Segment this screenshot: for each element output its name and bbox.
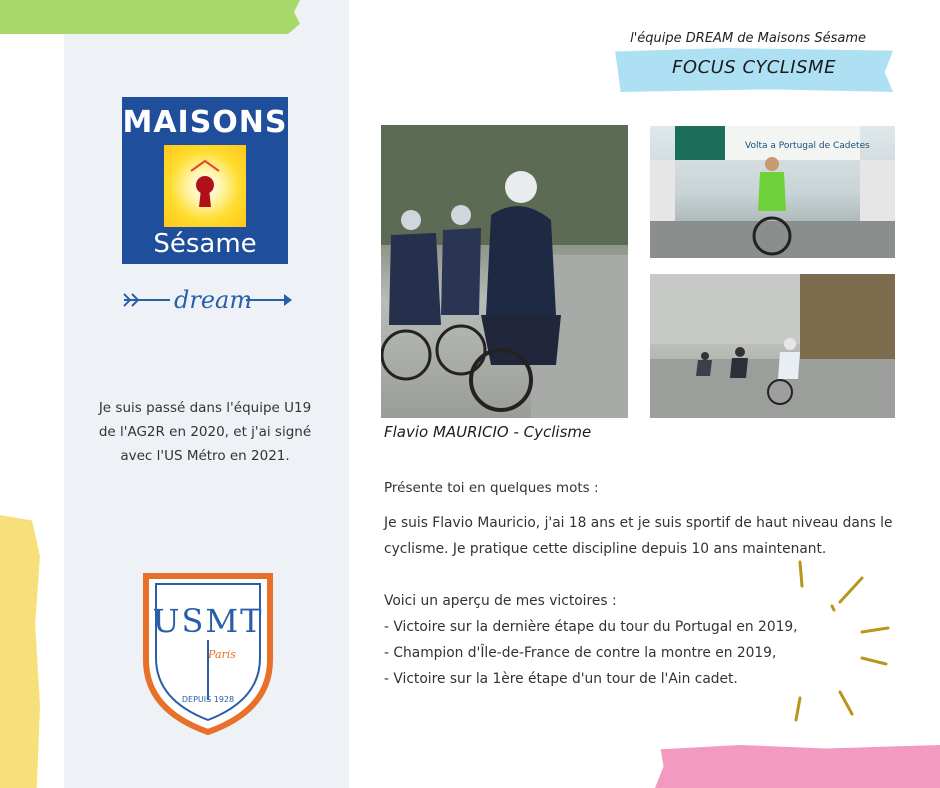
yellow-brush-stroke [0, 515, 40, 788]
pink-brush-stroke [655, 745, 940, 788]
logo-line2: Sésame [153, 229, 257, 259]
victory-item: - Victoire sur la 1ère étape d'un tour de l'Ain cadet. [384, 671, 738, 687]
crest-letters: USMT [152, 602, 264, 640]
page-subtitle: l'équipe DREAM de Maisons Sésame [630, 31, 866, 46]
maisons-sesame-logo [122, 97, 288, 264]
photo-caption: Flavio MAURICIO - Cyclisme [384, 423, 592, 441]
dream-tagline: dream [174, 286, 253, 314]
intro-paragraph: Je suis Flavio Mauricio, j'ai 18 ans et je suis sportif de haut niveau dans le cyclisme. Je pratique cette discipline depuis 10 ans maintenant. [384, 515, 893, 557]
cyclist-group-photo [381, 125, 628, 418]
banner-text: Volta a Portugal de Cadetes [745, 141, 870, 151]
victory-item: - Champion d'Île-de-France de contre la montre en 2019, [384, 645, 777, 661]
dream-arrow-logo [122, 282, 292, 318]
burst-decoration [780, 558, 900, 728]
usmt-crest-logo [140, 570, 276, 736]
page-title: FOCUS CYCLISME [672, 57, 836, 78]
intro-heading: Présente toi en quelques mots : [384, 480, 599, 496]
logo-line1: MAISONS [122, 105, 288, 140]
rain-race-photo [650, 274, 895, 418]
career-quote: Je suis passé dans l'équipe U19 de l'AG2R en 2020, et j'ai signé avec l'US Métro en 2021. [98, 400, 312, 464]
crest-since: DEPUIS 1928 [181, 695, 235, 704]
green-brush-stroke [0, 0, 300, 34]
crest-city: Paris [208, 648, 236, 661]
finish-line-photo [650, 126, 895, 258]
victory-item: - Victoire sur la dernière étape du tour du Portugal en 2019, [384, 619, 798, 635]
victories-title: Voici un aperçu de mes victoires : [384, 593, 617, 609]
keyhole-icon [164, 145, 246, 227]
